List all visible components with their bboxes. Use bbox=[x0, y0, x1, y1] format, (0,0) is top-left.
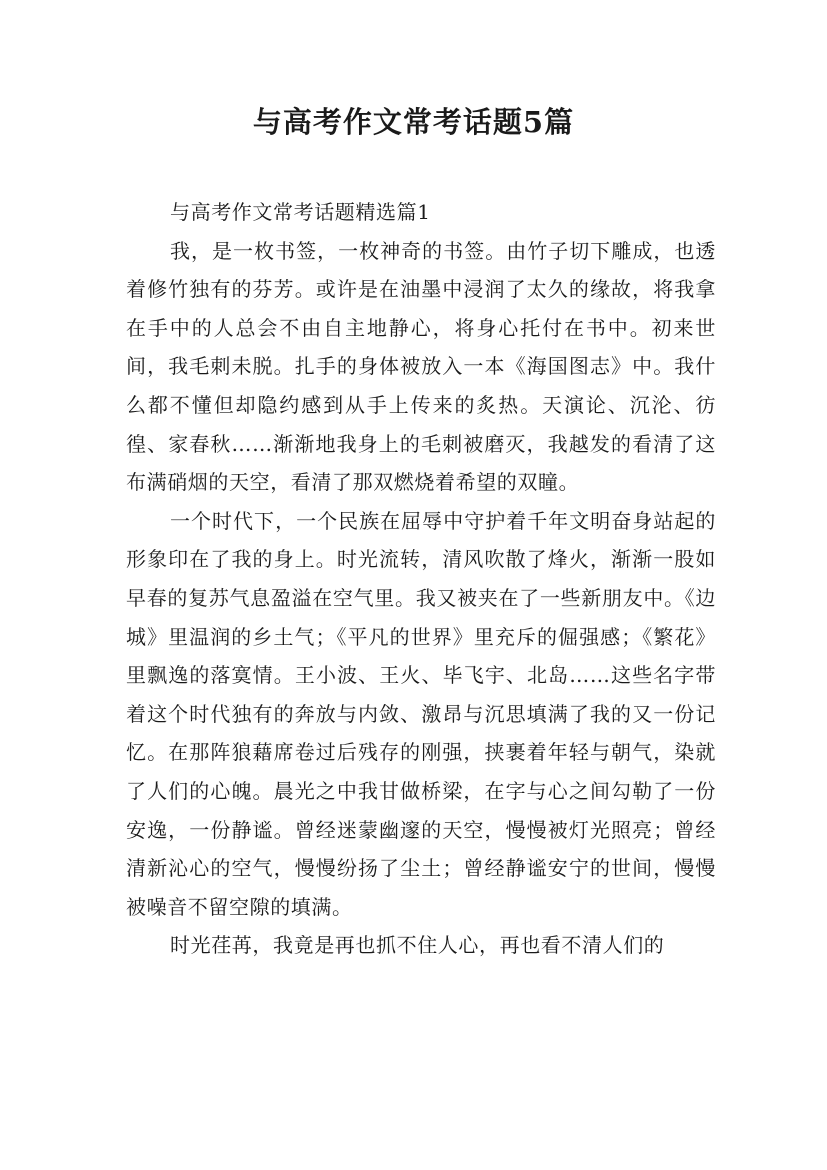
paragraph-3: 时光荏苒，我竟是再也抓不住人心，再也看不清人们的 bbox=[170, 933, 665, 958]
document-body bbox=[126, 193, 716, 965]
paragraph-1: 我，是一枚书签，一枚神奇的书签。由竹子切下雕成，也透着修竹独有的芬芳。或许是在油墨中浸润了太久的缘故，将我拿在手中的人总会不由自主地静心，将身心托付在书中。初来世间，我毛刺未脱。扎手的身体被放入一本《海国图志》中。我什么都不懂但却隐约感到从手上传来的炙热。天演论、沉沦、彷徨、家春秋……渐渐地我身上的毛刺被磨灭，我越发的看清了这布满硝烟的天空，看清了那双燃烧着希望的双瞳。 bbox=[126, 238, 716, 495]
section-subheading: 与高考作文常考话题精选篇1 bbox=[170, 200, 431, 224]
document-title: 与高考作文常考话题5篇 bbox=[252, 105, 575, 139]
paragraph-2: 一个时代下，一个民族在屈辱中守护着千年文明奋身站起的形象印在了我的身上。时光流转，清风吹散了烽火，渐渐一股如早春的复苏气息盈溢在空气里。我又被夹在了一些新朋友中。《边城》里温润的乡土气；《平凡的世界》里充斥的倔强感；《繁花》里飘逸的落寞情。王小波、王火、毕飞宇、北岛……这些名字带着这个时代独有的奔放与内敛、激昂与沉思填满了我的又一份记忆。在那阵狼藉席卷过后残存的刚强，挟裹着年轻与朝气，染就了人们的心魄。晨光之中我甘做桥梁，在字与心之间勾勒了一份安逸，一份静谧。曾经迷蒙幽邃的天空，慢慢被灯光照亮；曾经清新沁心的空气，慢慢纷扬了尘土；曾经静谧安宁的世间，慢慢被噪音不留空隙的填满。 bbox=[126, 508, 716, 919]
